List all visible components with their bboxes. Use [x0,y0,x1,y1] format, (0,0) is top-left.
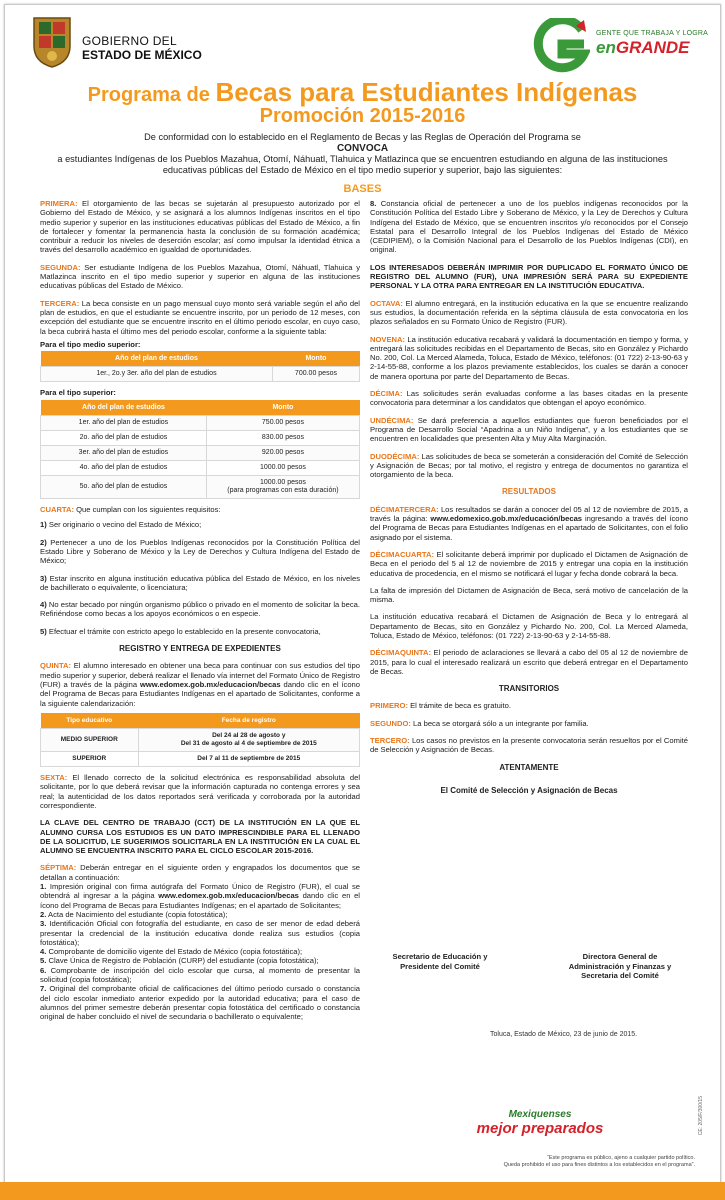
text: Los casos no previstos en la presente convocatoria serán resueltos por el Comité de Selección y Asignación de Becas. [370,736,688,755]
engrande-tagline: GENTE QUE TRABAJA Y LOGRA [596,30,708,37]
mexiquenses-line1: Mexiquenses [508,1109,572,1120]
table-row [41,416,360,431]
text: El llenado correcto de la solicitud electrónica es responsabilidad absoluta del solicitante, por lo que deberá revisar que la información capturada no contenga errores y sea real; la autenticidad de los datos reportados será verificada y corroborada por la autoridad correspondiente. [40,773,360,810]
text: Identificación Oficial con fotografía del estudiante, en caso de ser menor de edad deberá presentar la credencial de la institución educativa donde realiza sus estudios (copia fotostática); [40,919,360,947]
text: dando clic en el ícono del Programa de Becas para Estudiantes Indígenas; en el apartado de Solicitantes; [40,891,360,910]
table-row [41,367,360,382]
sign-line: Directora General de [582,952,658,961]
ms-amount: 700.00 pesos [272,367,359,382]
req-3 [40,574,360,593]
text: Clave Única de Registro de Población (CURP) del estudiante (copia fotostática); [46,956,319,966]
text: Estar inscrito en alguna institución educativa pública del Estado de México, en los niveles de bachillerato o equivalente, o licenciatura; [40,573,360,592]
text: El periodo de aclaraciones se llevará a cabo del 05 al 12 de noviembre de 2015, para lo cual el interesado realizará un escrito que deberá entregar en el Departamento de Becas. [370,648,688,676]
text: Efectuar el trámite con estricto apego lo establecido en la presente convocatoria, [46,626,321,636]
doc-8 [370,199,688,255]
transitorio-2 [370,719,688,728]
mexiquenses-logo [460,1109,620,1137]
clause-quinta [40,661,360,707]
text: Que cumplan con los siguientes requisitos: [74,505,221,515]
url: www.edomexico.gob.mx/educación/becas [430,514,583,524]
comite: El Comité de Selección y Asignación de Becas [440,785,618,795]
cell: 920.00 pesos [206,446,359,461]
url: www.edomex.gob.mx/educacion/becas [139,679,281,689]
ms-year: 1er., 2o.y 3er. año del plan de estudios [41,367,273,382]
recabara-text: La institución educativa recabará el Dictamen de Asignación de Beca y lo entregará al Departamento de Becas, sito en González y Pichardo No. 200, Col. La Merced Alameda, Toluca, Estado de México, teléfonos: (01 722) 2-13-90-63 y 2-14-55-88. [370,612,688,640]
promo-title: Promoción 2015-2016 [259,105,466,127]
req-2 [40,538,360,566]
doc-2 [40,910,360,919]
sign-line: Secretaria del Comité [581,971,659,980]
clause-dec5 [370,648,688,676]
text: No estar becado por ningún organismo público o privado en el momento de solicitar la beca. Refiriéndose como becas a los apoyos económicos o en especie. [40,600,360,619]
intro-line2: a estudiantes Indígenas de los Pueblos Mazahua, Otomí, Náhuatl, Tlahuica y Matlazinca que se encuentren estudiando en alguna de las instituciones educativas públicas del Estado de México en el tipo medio superior y superior, bajo las siguientes: [57,154,668,175]
amount: 1000.00 pesos [259,479,306,487]
text: La institución educativa recabará y validará la documentación en tiempo y forma, y entregará las solicitudes recibidas en el Departamento de Becas, sito en González y Pichardo No. 200, Col. La Merced Alameda, Toluca, Estado de México, teléfonos: (01 722) 2-13-90-63 y 2-14-55-88, conforme a los plazos previamente establecidos, los cuales se darán a conocer de manera oportuna por parte del Departamento de Becas. [370,334,688,381]
footnote-line: Queda prohibido el uso para fines distintos a los establecidos en el programa”. [503,1161,695,1168]
cell: 5o. año del plan de estudios [41,476,207,499]
text: El alumno interesado en obtener una beca para continuar con sus estudios del tipo medio superior y superior, deberá realizar el llenado vía internet del Formato Único de Registro (FUR) a través de la página [40,661,360,689]
text: Ser estudiante Indígena de los Pueblos Mazahua, Otomí, Náhuatl, Tlahuica y Matlazinca inscrito en el tipo medio superior y superior en alguna de las instituciones educativas públicas del Estado de México. [40,262,360,291]
signature-left [370,952,510,971]
cell: MEDIO SUPERIOR [41,729,139,752]
text: El solicitante deberá imprimir por duplicado el Dictamen de Asignación de Beca en el periodo del 5 al 12 de noviembre de 2015 y entregar una copia en la institución educativa de procedencia, en el mismo se notificará el lugar y fecha donde cobrará la beca. [370,549,688,578]
text: La beca se otorgará sólo a un integrante por familia. [410,718,589,728]
transitorio-1 [370,701,688,710]
text: Original del comprobante oficial de calificaciones del último periodo cursado o constancia del ciclo escolar inmediato anterior expedido por la autoridad educativa; para el caso de alumnos del primer semestre deberán presentar copia fotostática del certificado o constancia original de haber concluido el nivel de secundaria o bachillerato o equivalente; [40,984,360,1022]
doc-3 [40,919,360,947]
num: 3. [40,919,47,929]
falta-text: La falta de impresión del Dictamen de Asignación de Beca, será motivo de cancelación de la misma. [370,585,688,605]
table-row [41,752,360,767]
clause-decima [370,389,688,408]
clause-cuarta [40,505,360,514]
date-line: Del 31 de agosto al 4 de septiembre de 2015 [180,740,317,748]
title-prefix: Programa de [87,84,216,106]
cell: 830.00 pesos [206,431,359,446]
doc-7 [40,984,360,1021]
clause-undecima [370,416,688,444]
url: www.edomex.gob.mx/educacion/becas [158,891,299,901]
doc-code: CE: 205/F/300/15 [698,1096,704,1136]
text: Ser originario o vecino del Estado de México; [46,520,202,530]
num: 4) [40,600,47,610]
text: Las solicitudes serán evaluadas conforme a las bases citadas en la presente convocatoria para determinar a los candidatos que obtengan el apoyo económico. [370,389,688,408]
num: 4. [40,947,47,957]
brand-grande: GRANDE [615,38,690,57]
label: DÉCIMACUARTA: [370,549,434,559]
text: El alumno entregará, en la institución educativa en la que se encuentre realizando sus estudios, la documentación referida en la séptima cláusula de esta convocatoria en los plazos señalados en su Formato Único de Registro (FUR). [370,298,688,327]
calendar-table [40,713,360,767]
text: Acta de Nacimiento del estudiante (copia fotostática); [46,909,228,919]
clause-septima [40,863,360,1021]
label: UNDÉCIMA: [370,415,414,425]
ms-table [40,351,360,382]
label: SEGUNDA: [40,262,81,272]
label: SEXTA: [40,773,68,783]
text: Se dará preferencia a aquellos estudiantes que fueron beneficiados por el Programa de Desarrollo Social “Apadrina a un Niño Indígena”, y a los estudiantes que se encuentren en localidades que presenten Alta y Muy Alta Marginación. [370,415,688,444]
label: TERCERO: [370,736,410,746]
cell: 3er. año del plan de estudios [41,446,207,461]
cell [138,729,359,752]
table-row [41,431,360,446]
text: Las solicitudes de beca se someterán a consideración del Comité de Selección y Asignación de Becas; por tal motivo, el registro y entrega de documentos no garantiza el otorgamiento de la beca. [370,451,688,480]
text: Los resultados se darán a conocer del 05 al 12 de noviembre de 2015, a través la página: [370,504,688,524]
ms-head-year: Año del plan de estudios [41,351,273,367]
num: 3) [40,573,47,583]
sup-head-year: Año del plan de estudios [41,400,207,416]
mexiquenses-line2: mejor preparados [476,1120,604,1137]
table-row [41,476,360,499]
cell: 2o. año del plan de estudios [41,431,207,446]
title-main: Becas para Estudiantes Indígenas [215,77,638,107]
text: Impresión original con firma autógrafa del Formato Único de Registro (FUR), el cual se obtendrá al ingresar a la página [40,882,360,901]
label: TERCERA: [40,298,80,308]
text: ingresando a través del ícono del Programa de Becas para Estudiantes Indígenas en el apartado de Solicitantes, con el folio asignado por el sistema. [370,514,688,542]
clause-sexta [40,773,360,810]
req-4 [40,600,360,619]
text: El trámite de beca es gratuito. [407,701,511,711]
clause-primera [40,199,360,255]
ms-label: Para el tipo medio superior: [40,339,141,349]
req-5 [40,627,360,636]
num: 2. [40,909,47,919]
sign-line: Secretario de Educación y [392,952,488,961]
text: Comprobante de inscripción del ciclo escolar que cursa, al momento de presentar la solicitud (copia fotostática); [40,965,360,985]
place-date: Toluca, Estado de México, 23 de junio de 2015. [490,1031,638,1038]
intro [40,132,685,176]
resultados-heading: RESULTADOS [502,487,556,497]
cell: SUPERIOR [41,752,139,767]
gov-line1: GOBIERNO DEL [82,34,177,48]
clause-novena [370,335,688,381]
cell: 4o. año del plan de estudios [41,461,207,476]
date-line: Del 24 al 28 de agosto y [212,732,286,740]
doc-5 [40,956,360,965]
req-1 [40,520,360,529]
cct-notice: LA CLAVE DEL CENTRO DE TRABAJO (CCT) DE LA INSTITUCIÓN EN LA QUE EL ALUMNO CURSA LOS ESTUDIOS ES UN DATO IMPRESCINDIBLE PARA EL LLENADO DE LA SOLICITUD, LE SUGERIMOS SOLICITARLA EN LA INSTITUCIÓN EN LA CUAL EL ALUMNO SE ENCUENTRA INSCRITO PARA EL CICLO ESCOLAR 2015-2016. [40,818,360,856]
transitorios-heading: TRANSITORIOS [498,684,560,694]
header [0,0,717,78]
engrande-brand [596,38,690,58]
text: dando clic en el ícono del Programa de Becas para Estudiantes Indígenas en el apartado de Solicitantes, conforme a la siguiente calendarización: [40,679,360,708]
doc-4 [40,947,360,956]
sign-line: Presidente del Comité [400,961,480,971]
label: DUODÉCIMA: [370,451,420,461]
label: CUARTA: [40,505,75,515]
clause-dec3 [370,505,688,542]
text: El otorgamiento de las becas se sujetarán al presupuesto autorizado por el Gobierno del Estado de México, y se asignará a los alumnos Indígenas inscritos en el tipo medio superior y superior en las instituciones educativas públicas del Estado de México, a fin de fortalecer y fomentar la permanencia hasta la conclusión de su formación académica; contribuir a reducir los niveles de deserción escolar; así como impulsar la identidad étnica a través del desarrollo académico en igualdad de oportunidades. [40,199,360,255]
cell: 1000.00 pesos [206,461,359,476]
registro-heading: REGISTRO Y ENTREGA DE EXPEDIENTES [119,644,281,654]
cal-head-date: Fecha de registro [138,713,359,729]
label: NOVENA: [370,334,406,344]
label: DÉCIMA: [370,389,403,399]
ms-head-amount: Monto [272,351,359,367]
cell: 1er. año del plan de estudios [41,416,207,431]
engrande-logo-icon [532,18,590,74]
cell: 750.00 pesos [206,416,359,431]
clause-dec4 [370,550,688,578]
table-row [41,729,360,752]
clause-duodecima [370,452,688,480]
cell [206,476,359,499]
amount-note: (para programas con esta duración) [227,487,339,495]
gov-line2: ESTADO DE MÉXICO [82,48,202,62]
label: PRIMERA: [40,199,78,208]
text: Deberán entregar en el siguiente orden y engrapados los documentos que se detallan a continuación: [40,863,360,882]
num: 2) [40,537,47,547]
sup-head-amount: Monto [206,400,359,416]
state-seal-icon [30,12,74,68]
bases-heading: BASES [343,183,382,195]
sup-table [40,400,360,499]
num: 1. [40,882,47,892]
doc-1 [40,882,360,910]
right-column [370,199,688,803]
num: 1) [40,520,47,530]
num: 5. [40,956,47,966]
sup-label: Para el tipo superior: [40,388,116,398]
num: 5) [40,626,47,636]
imprimir-notice: LOS INTERESADOS DEBERÁN IMPRIMIR POR DUPLICADO EL FORMATO ÚNICO DE REGISTRO DEL ALUMNO (FUR), UNA IMPRESIÓN SERÁ PARA SU EXPEDIENTE PERSONAL Y LA OTRA PARA ENTREGAR EN LA INSTITUCIÓN EDUCATIVA. [370,262,688,291]
text: Constancia oficial de pertenecer a uno de los pueblos indígenas reconocidos por la Constitución Política del Estado Libre y Soberano de México, y la Ley de Derechos y Cultura Indígena del Estado de México, que se encuentren inscritos y/o reconocidos por el Consejo Estatal para el Desarrollo Integral de los Pueblos Indígenas del Estado de México (CEDIPIEM), o la Comisión Nacional para el Desarrollo de los Pueblos Indígenas (CDI), en original. [370,199,688,255]
sign-line: Administración y Finanzas y [568,961,672,971]
footnote-line: “Este programa es público, ajeno a cualquier partido político. [547,1155,695,1161]
table-row [41,446,360,461]
table-row [41,461,360,476]
num: 7. [40,984,47,994]
num: 8. [370,199,377,208]
num: 6. [40,965,47,975]
text: La beca consiste en un pago mensual cuyo monto será variable según el año del plan de estudios, en que el estudiante se encuentre inscrito, por un periodo de 12 meses, con excepción del estudiante que se encuentre inscrito en el último periodo escolar, en cuyo caso, la beca cubrirá hasta el último mes del periodo escolar, conforme a la siguiente tabla: [40,298,360,336]
bottom-bar [0,1182,725,1200]
label: QUINTA: [40,661,72,671]
left-column [40,199,360,1022]
label: PRIMERO: [370,701,408,711]
label: DÉCIMAQUINTA: [370,648,432,658]
label: SEGUNDO: [370,718,411,728]
clause-octava [370,299,688,327]
convoca-heading: CONVOCA [336,143,389,154]
cal-head-type: Tipo educativo [41,713,139,729]
signature-right [550,952,690,981]
clause-segunda [40,263,360,291]
label: DÉCIMATERCERA: [370,504,439,514]
brand-en: en [596,38,616,57]
transitorio-3 [370,736,688,755]
text: Pertenecer a uno de los Pueblos Indígenas reconocidos por la Constitución Política del Estado Libre y Soberano de México y la Ley de Derechos y Cultura Indígena del Estado de México; [40,537,360,566]
cell: Del 7 al 11 de septiembre de 2015 [138,752,359,767]
intro-line1: De conformidad con lo establecido en el Reglamento de Becas y las Reglas de Operación del Programa se [144,132,581,142]
footnote [470,1155,695,1168]
text: Comprobante de domicilio vigente del Estado de México (copia fotostática); [46,947,303,957]
label: OCTAVA: [370,298,403,308]
label: SÉPTIMA: [40,863,77,873]
doc-6 [40,966,360,985]
clause-tercera [40,299,360,336]
atentamente: ATENTAMENTE [499,762,559,772]
